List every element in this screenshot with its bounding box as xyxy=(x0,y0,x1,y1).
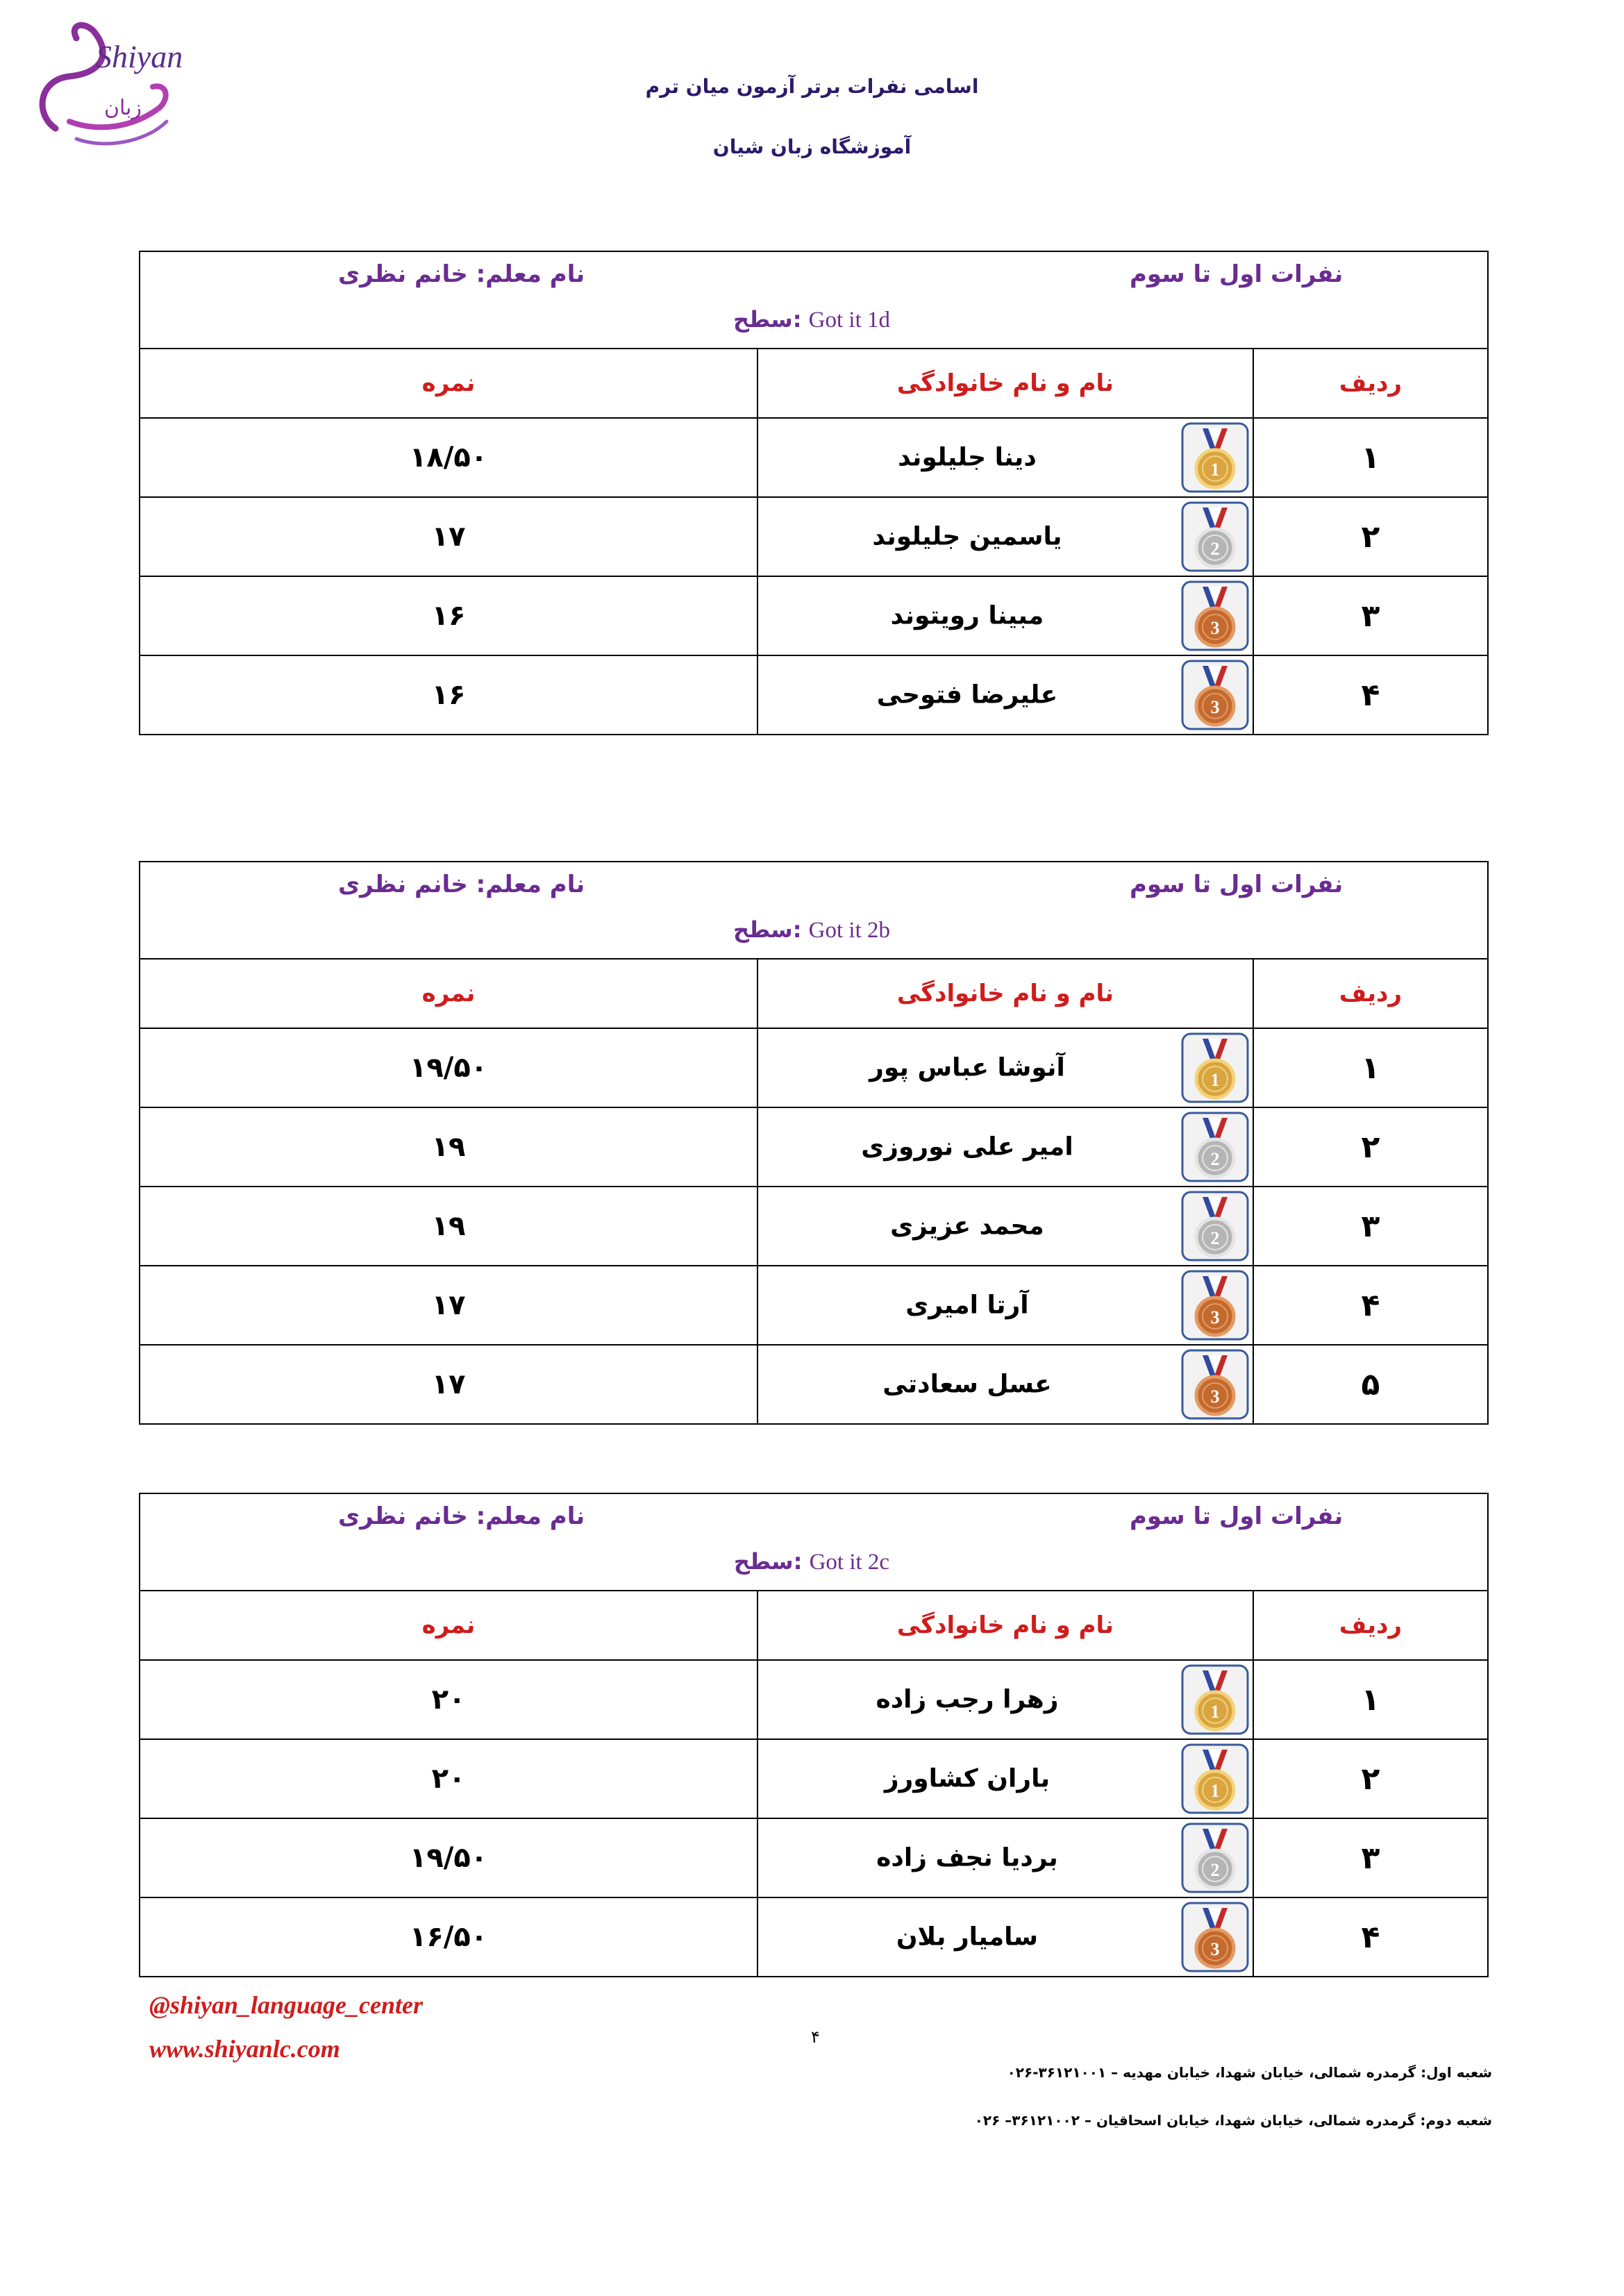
score-cell: ۲۰ xyxy=(140,1739,757,1818)
student-name: دینا جلیلوند xyxy=(898,443,1037,472)
student-name: آرتا امیری xyxy=(905,1291,1029,1320)
score-cell: ۲۰ xyxy=(140,1660,757,1739)
gold-medal-icon xyxy=(1182,1665,1248,1734)
col-score: نمره xyxy=(140,1591,757,1660)
medal-number: 1 xyxy=(1210,1070,1220,1090)
name-cell xyxy=(757,418,1253,497)
score-cell: ۱۹/۵۰ xyxy=(140,1028,757,1107)
rank-cell: ۴ xyxy=(1253,1266,1488,1345)
score-cell: ۱۹ xyxy=(140,1187,757,1266)
block-header xyxy=(140,251,1488,349)
name-cell xyxy=(757,1028,1253,1107)
rank-cell: ۴ xyxy=(1253,1897,1488,1977)
col-rank: ردیف xyxy=(1253,349,1488,418)
table-row xyxy=(140,655,1488,735)
student-name: یاسمین جلیلوند xyxy=(872,522,1062,551)
rank-cell: ۳ xyxy=(1253,576,1488,655)
results-block-2c xyxy=(139,1493,1489,1977)
table-row xyxy=(140,1187,1488,1266)
name-cell xyxy=(757,1266,1253,1345)
rank-cell: ۲ xyxy=(1253,1739,1488,1818)
places-caption: نفرات اول تا سوم xyxy=(1130,260,1343,288)
name-cell xyxy=(757,576,1253,655)
col-score: نمره xyxy=(140,959,757,1028)
score-cell: ۱۹/۵۰ xyxy=(140,1818,757,1897)
results-block-2b xyxy=(139,861,1489,1425)
col-rank: ردیف xyxy=(1253,959,1488,1028)
table-row xyxy=(140,1818,1488,1897)
gold-medal-icon xyxy=(1182,1744,1248,1813)
teacher-name: نام معلم: خانم نظری xyxy=(338,260,585,288)
name-cell xyxy=(757,1739,1253,1818)
bronze-medal-icon xyxy=(1182,660,1248,730)
score-cell: ۱۸/۵۰ xyxy=(140,418,757,497)
bronze-medal-icon xyxy=(1182,581,1248,651)
medal-number: 2 xyxy=(1210,1149,1220,1169)
silver-medal-icon xyxy=(1182,1191,1248,1261)
medal-number: 3 xyxy=(1210,618,1220,638)
medal-number: 1 xyxy=(1210,460,1220,480)
medal-number: 2 xyxy=(1210,1860,1220,1880)
gold-medal-icon xyxy=(1182,1033,1248,1103)
website-link[interactable]: www.shiyanlc.com xyxy=(149,2035,340,2063)
student-name: سامیار بلان xyxy=(896,1922,1039,1952)
branch-address-2: شعبه دوم: گرمدره شمالی، خیابان شهدا، خیابان اسحاقیان – ۳۶۱۲۱۰۰۲– ۰۲۶ xyxy=(974,2112,1492,2129)
rank-cell: ۵ xyxy=(1253,1345,1488,1424)
rank-cell: ۲ xyxy=(1253,497,1488,576)
page-title: اسامی نفرات برتر آزمون میان ترم xyxy=(645,75,979,98)
col-score: نمره xyxy=(140,349,757,418)
results-block-1d xyxy=(139,251,1489,735)
col-name: نام و نام خانوادگی xyxy=(757,959,1253,1028)
col-name: نام و نام خانوادگی xyxy=(757,1591,1253,1660)
student-name: بردیا نجف زاده xyxy=(876,1843,1058,1872)
table-row xyxy=(140,1739,1488,1818)
table-row xyxy=(140,1660,1488,1739)
medal-number: 2 xyxy=(1210,1228,1220,1248)
student-name: زهرا رجب زاده xyxy=(876,1685,1059,1714)
bronze-medal-icon xyxy=(1182,1902,1248,1972)
student-name: عسل سعادتی xyxy=(882,1370,1052,1399)
score-cell: ۱۶ xyxy=(140,655,757,735)
table-row xyxy=(140,1028,1488,1107)
branch-address-1: شعبه اول: گرمدره شمالی، خیابان شهدا، خیابان مهدیه – ۳۶۱۲۱۰۰۱-۰۲۶ xyxy=(1007,2064,1492,2081)
student-name: آنوشا عباس پور xyxy=(869,1053,1065,1082)
name-cell xyxy=(757,1187,1253,1266)
medal-number: 1 xyxy=(1210,1781,1220,1801)
silver-medal-icon xyxy=(1182,1823,1248,1893)
level: سطح: Got it 2b xyxy=(733,916,890,943)
name-cell xyxy=(757,1660,1253,1739)
level: سطح: Got it 2c xyxy=(733,1548,890,1575)
level: سطح: Got it 1d xyxy=(733,306,890,333)
table-row xyxy=(140,497,1488,576)
name-cell xyxy=(757,1818,1253,1897)
bronze-medal-icon xyxy=(1182,1350,1248,1419)
teacher-name: نام معلم: خانم نظری xyxy=(338,1502,585,1530)
places-caption: نفرات اول تا سوم xyxy=(1130,1502,1343,1530)
block-header xyxy=(140,1493,1488,1591)
score-cell: ۱۷ xyxy=(140,1266,757,1345)
student-name: محمد عزیزی xyxy=(890,1212,1044,1241)
silver-medal-icon xyxy=(1182,502,1248,571)
table-row xyxy=(140,576,1488,655)
medal-number: 3 xyxy=(1210,1386,1220,1407)
rank-cell: ۳ xyxy=(1253,1818,1488,1897)
name-cell xyxy=(757,1897,1253,1977)
medal-number: 3 xyxy=(1210,1939,1220,1959)
rank-cell: ۴ xyxy=(1253,655,1488,735)
score-cell: ۱۶/۵۰ xyxy=(140,1897,757,1977)
rank-cell: ۳ xyxy=(1253,1187,1488,1266)
bronze-medal-icon xyxy=(1182,1271,1248,1340)
student-name: علیرضا فتوحی xyxy=(876,680,1058,710)
name-cell xyxy=(757,497,1253,576)
col-rank: ردیف xyxy=(1253,1591,1488,1660)
table-row xyxy=(140,1897,1488,1977)
col-name: نام و نام خانوادگی xyxy=(757,349,1253,418)
block-header xyxy=(140,862,1488,959)
places-caption: نفرات اول تا سوم xyxy=(1130,871,1343,898)
medal-number: 3 xyxy=(1210,697,1220,717)
name-cell xyxy=(757,1107,1253,1187)
student-name: باران کشاورز xyxy=(884,1764,1050,1793)
name-cell xyxy=(757,1345,1253,1424)
rank-cell: ۱ xyxy=(1253,1028,1488,1107)
score-cell: ۱۹ xyxy=(140,1107,757,1187)
silver-medal-icon xyxy=(1182,1112,1248,1182)
medal-number: 1 xyxy=(1210,1702,1220,1722)
medal-number: 2 xyxy=(1210,539,1220,559)
teacher-name: نام معلم: خانم نظری xyxy=(338,871,585,898)
table-row xyxy=(140,1345,1488,1424)
student-name: مبینا رویتوند xyxy=(890,601,1044,630)
table-row xyxy=(140,418,1488,497)
page-number: ۴ xyxy=(811,2027,820,2047)
instagram-handle[interactable]: @shiyan_language_center xyxy=(149,1991,423,2019)
table-row xyxy=(140,1107,1488,1187)
rank-cell: ۲ xyxy=(1253,1107,1488,1187)
gold-medal-icon xyxy=(1182,423,1248,492)
score-cell: ۱۷ xyxy=(140,1345,757,1424)
medal-number: 3 xyxy=(1210,1307,1220,1327)
institute-name: آموزشگاه زبان شیان xyxy=(712,135,912,158)
score-cell: ۱۷ xyxy=(140,497,757,576)
svg-text:زبان: زبان xyxy=(104,96,142,120)
rank-cell: ۱ xyxy=(1253,418,1488,497)
score-cell: ۱۶ xyxy=(140,576,757,655)
name-cell xyxy=(757,655,1253,735)
rank-cell: ۱ xyxy=(1253,1660,1488,1739)
svg-text:Shiyan: Shiyan xyxy=(96,39,183,74)
student-name: امیر علی نوروزی xyxy=(861,1132,1073,1162)
table-row xyxy=(140,1266,1488,1345)
